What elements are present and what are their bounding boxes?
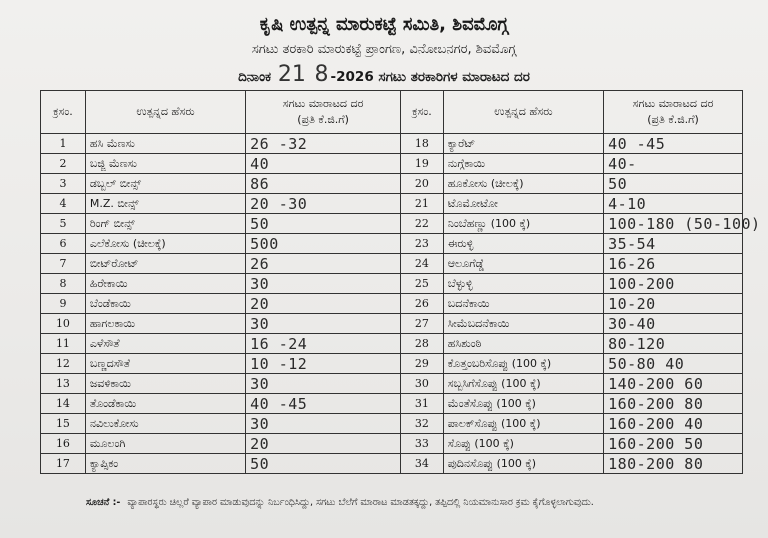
row-rate-left: 20 [246, 434, 401, 454]
table-row [41, 174, 743, 194]
table-row [41, 354, 743, 374]
row-serial-right: 27 [401, 314, 444, 334]
row-serial-right: 25 [401, 274, 444, 294]
row-rate-right: 40 -45 [604, 134, 743, 154]
row-rate-right: 10-20 [604, 294, 743, 314]
row-rate-right: 100-200 [604, 274, 743, 294]
row-serial-left: 7 [41, 254, 86, 274]
row-rate-left: 86 [246, 174, 401, 194]
market-subtitle: ಸಗಟು ತರಕಾರಿ ಮಾರುಕಟ್ಟೆ ಪ್ರಾಂಗಣ, ವಿನೋಬನಗರ, ಶಿವಮೊಗ್ಗ [251, 42, 517, 57]
row-product-left: ಜವಳಿಕಾಯಿ [85, 374, 245, 394]
row-product-left: ಬೆಂಡೆಕಾಯಿ [85, 294, 245, 314]
row-product-right: ಹಸಿಶುಂಠಿ [443, 334, 603, 354]
row-serial-left: 1 [41, 134, 86, 154]
table-row [41, 214, 743, 234]
row-product-left: ಎಲೆಕೋಸು (ಚೀಲಕ್ಕೆ) [85, 234, 245, 254]
table-header-row [41, 91, 743, 134]
row-serial-left: 8 [41, 274, 86, 294]
row-product-left: ಕ್ಯಾಪ್ಸಿಕಂ [85, 454, 245, 474]
table-row [41, 154, 743, 174]
row-rate-left: 10 -12 [246, 354, 401, 374]
row-rate-right: 16-26 [604, 254, 743, 274]
row-product-right: ಪುದಿನಸೊಪ್ಪು (100 ಕ್ಕೆ) [443, 454, 603, 474]
row-serial-left: 15 [41, 414, 86, 434]
col-header-name: ಉತ್ಪನ್ನದ ಹೆಸರು [85, 91, 245, 134]
table-row [41, 234, 743, 254]
row-rate-right: 80-120 [604, 334, 743, 354]
date-year-title: -2026 ಸಗಟು ತರಕಾರಿಗಳ ಮಾರಾಟದ ದರ [330, 69, 530, 85]
row-product-right: ಈರುಳ್ಳಿ [443, 234, 603, 254]
row-rate-left: 30 [246, 274, 401, 294]
row-rate-right: 160-200 80 [604, 394, 743, 414]
row-rate-left: 20 -30 [246, 194, 401, 214]
row-product-right: ಬದನೆಕಾಯಿ [443, 294, 603, 314]
row-serial-left: 17 [41, 454, 86, 474]
row-serial-right: 28 [401, 334, 444, 354]
row-rate-left: 30 [246, 414, 401, 434]
row-serial-right: 33 [401, 434, 444, 454]
row-serial-left: 6 [41, 234, 86, 254]
table-row [41, 454, 743, 474]
table-row [41, 394, 743, 414]
row-product-left: ಡಬ್ಬಲ್ ಬೀನ್ಸ್ [85, 174, 245, 194]
row-product-left: ಮೂಲಂಗಿ [85, 434, 245, 454]
date-title-line [0, 62, 768, 87]
col-header-rate-line1: ಸಗಟು ಮಾರಾಟದ ದರ [282, 96, 364, 110]
row-product-right: ಸಬ್ಬಸಿಗೆಸೊಪ್ಪು (100 ಕ್ಕೆ) [443, 374, 603, 394]
row-rate-right: 50 [604, 174, 743, 194]
date-day: 21 [277, 62, 306, 87]
row-rate-right: 30-40 [604, 314, 743, 334]
table-row [41, 434, 743, 454]
row-rate-right: 140-200 60 [604, 374, 743, 394]
row-product-right: ಸೀಮೆಬದನೆಕಾಯಿ [443, 314, 603, 334]
row-rate-left: 30 [246, 374, 401, 394]
row-rate-right: 50-80 40 [604, 354, 743, 374]
row-product-right: ನುಗ್ಗೆಕಾಯಿ [443, 154, 603, 174]
row-product-right: ನಿಂಬೆಹಣ್ಣು (100 ಕ್ಕೆ) [443, 214, 603, 234]
table-row [41, 274, 743, 294]
row-serial-right: 19 [401, 154, 444, 174]
col-header-rate [246, 91, 401, 134]
row-serial-left: 5 [41, 214, 86, 234]
footer-note [86, 497, 594, 508]
row-product-left: ಬಣ್ಣದಸೌತೆ [85, 354, 245, 374]
row-rate-right: 4-10 [604, 194, 743, 214]
row-product-left: ಬೀಟ್‌ರೋಟ್ [85, 254, 245, 274]
row-serial-left: 14 [41, 394, 86, 414]
row-rate-right: 35-54 [604, 234, 743, 254]
row-serial-right: 24 [401, 254, 444, 274]
col-header-name-right: ಉತ್ಪನ್ನದ ಹೆಸರು [443, 91, 603, 134]
note-text: ವ್ಯಾಪಾರಸ್ಥರು ಚಿಲ್ಲರೆ ವ್ಯಾಪಾರ ಮಾಡುವುದನ್ನು ನಿರ್ಬಂಧಿಸಿದ್ದು, ಸಗಟು ಬೆಲೆಗೆ ಮಾರಾಟ ಮಾಡತಕ್ಕದ್ದು, ತಪ್ಪಿದಲ್ಲಿ ನಿಯಮಾನುಸಾರ ಕ್ರಮ ಕೈಗೊಳ್ಳಲಾಗುವುದು. [127, 497, 594, 508]
col-header-sn-right: ಕ್ರಸಂ. [401, 91, 444, 134]
row-rate-right: 180-200 80 [604, 454, 743, 474]
row-product-left: ಎಳೆಸೌತೆ [85, 334, 245, 354]
rates-table [40, 90, 761, 474]
row-serial-left: 11 [41, 334, 86, 354]
row-serial-right: 31 [401, 394, 444, 414]
table-row [41, 254, 743, 274]
row-rate-left: 40 -45 [246, 394, 401, 414]
row-serial-right: 20 [401, 174, 444, 194]
row-serial-right: 29 [401, 354, 444, 374]
row-product-left: ಹಿರೇಕಾಯಿ [85, 274, 245, 294]
org-title: ಕೃಷಿ ಉತ್ಪನ್ನ ಮಾರುಕಟ್ಟೆ ಸಮಿತಿ, ಶಿವಮೊಗ್ಗ [259, 14, 509, 35]
col-header-rate-right-line1: ಸಗಟು ಮಾರಾಟದ ದರ [632, 96, 714, 110]
row-rate-right: 40- [604, 154, 743, 174]
row-serial-left: 2 [41, 154, 86, 174]
row-rate-left: 500 [246, 234, 401, 254]
row-serial-right: 30 [401, 374, 444, 394]
row-rate-right: 160-200 40 [604, 414, 743, 434]
row-product-left: M.Z. ಬೀನ್ಸ್ [85, 194, 245, 214]
date-label: ದಿನಾಂಕ [238, 69, 272, 85]
row-product-left: ತೊಂಡೆಕಾಯಿ [85, 394, 245, 414]
row-product-right: ಪಾಲಕ್‌ಸೊಪ್ಪು (100 ಕ್ಕೆ) [443, 414, 603, 434]
col-header-sn: ಕ್ರಸಂ. [41, 91, 86, 134]
table-row [41, 134, 743, 154]
table-row [41, 314, 743, 334]
row-product-left: ಹಾಗಲಕಾಯಿ [85, 314, 245, 334]
col-header-rate-right-line2: (ಪ್ರತಿ ಕೆ.ಜಿ.ಗೆ) [647, 113, 699, 126]
row-rate-left: 30 [246, 314, 401, 334]
row-rate-left: 26 [246, 254, 401, 274]
row-serial-right: 26 [401, 294, 444, 314]
row-product-right: ಸೊಪ್ಪು (100 ಕ್ಕೆ) [443, 434, 603, 454]
note-label: ಸೂಚನೆ :- [86, 497, 121, 508]
table-body [41, 134, 761, 474]
row-product-right: ಹೂಕೋಸು (ಚೀಲಕ್ಕೆ) [443, 174, 603, 194]
table-row [41, 374, 743, 394]
row-product-right: ಕ್ಯಾರೆಟ್ [443, 134, 603, 154]
row-product-right: ಟೊಮೋಟೋ [443, 194, 603, 214]
row-product-right: ಮೆಂತೆಸೊಪ್ಪು (100 ಕ್ಕೆ) [443, 394, 603, 414]
col-header-rate-right [604, 91, 743, 134]
row-serial-left: 10 [41, 314, 86, 334]
row-product-left: ರಿಂಗ್ ಬೀನ್ಸ್ [85, 214, 245, 234]
row-product-left: ಹಸಿ ಮೆಣಸು [85, 134, 245, 154]
row-serial-left: 16 [41, 434, 86, 454]
date-month: 8 [314, 62, 329, 87]
row-rate-left: 16 -24 [246, 334, 401, 354]
row-rate-left: 20 [246, 294, 401, 314]
row-serial-right: 32 [401, 414, 444, 434]
row-serial-right: 22 [401, 214, 444, 234]
row-rate-left: 40 [246, 154, 401, 174]
row-product-right: ಕೊತ್ತಂಬರಿಸೊಪ್ಪು (100 ಕ್ಕೆ) [443, 354, 603, 374]
row-product-left: ನವಿಲುಕೋಸು [85, 414, 245, 434]
row-product-right: ಆಲೂಗೆಡ್ಡೆ [443, 254, 603, 274]
table-row [41, 194, 743, 214]
row-serial-right: 18 [401, 134, 444, 154]
row-serial-right: 23 [401, 234, 444, 254]
table-row [41, 294, 743, 314]
row-serial-right: 21 [401, 194, 444, 214]
row-product-right: ಬೆಳ್ಳುಳ್ಳಿ [443, 274, 603, 294]
table-row [41, 334, 743, 354]
row-serial-right: 34 [401, 454, 444, 474]
row-serial-left: 9 [41, 294, 86, 314]
row-serial-left: 12 [41, 354, 86, 374]
row-rate-left: 50 [246, 214, 401, 234]
row-rate-left: 50 [246, 454, 401, 474]
row-serial-left: 13 [41, 374, 86, 394]
table-row [41, 414, 743, 434]
row-rate-right: 160-200 50 [604, 434, 743, 454]
row-product-left: ಬಜ್ಜಿ ಮೆಣಸು [85, 154, 245, 174]
row-serial-left: 3 [41, 174, 86, 194]
row-rate-right: 100-180 (50-100) [604, 214, 743, 234]
col-header-rate-line2: (ಪ್ರತಿ ಕೆ.ಜಿ.ಗೆ) [297, 113, 349, 126]
row-serial-left: 4 [41, 194, 86, 214]
row-rate-left: 26 -32 [246, 134, 401, 154]
